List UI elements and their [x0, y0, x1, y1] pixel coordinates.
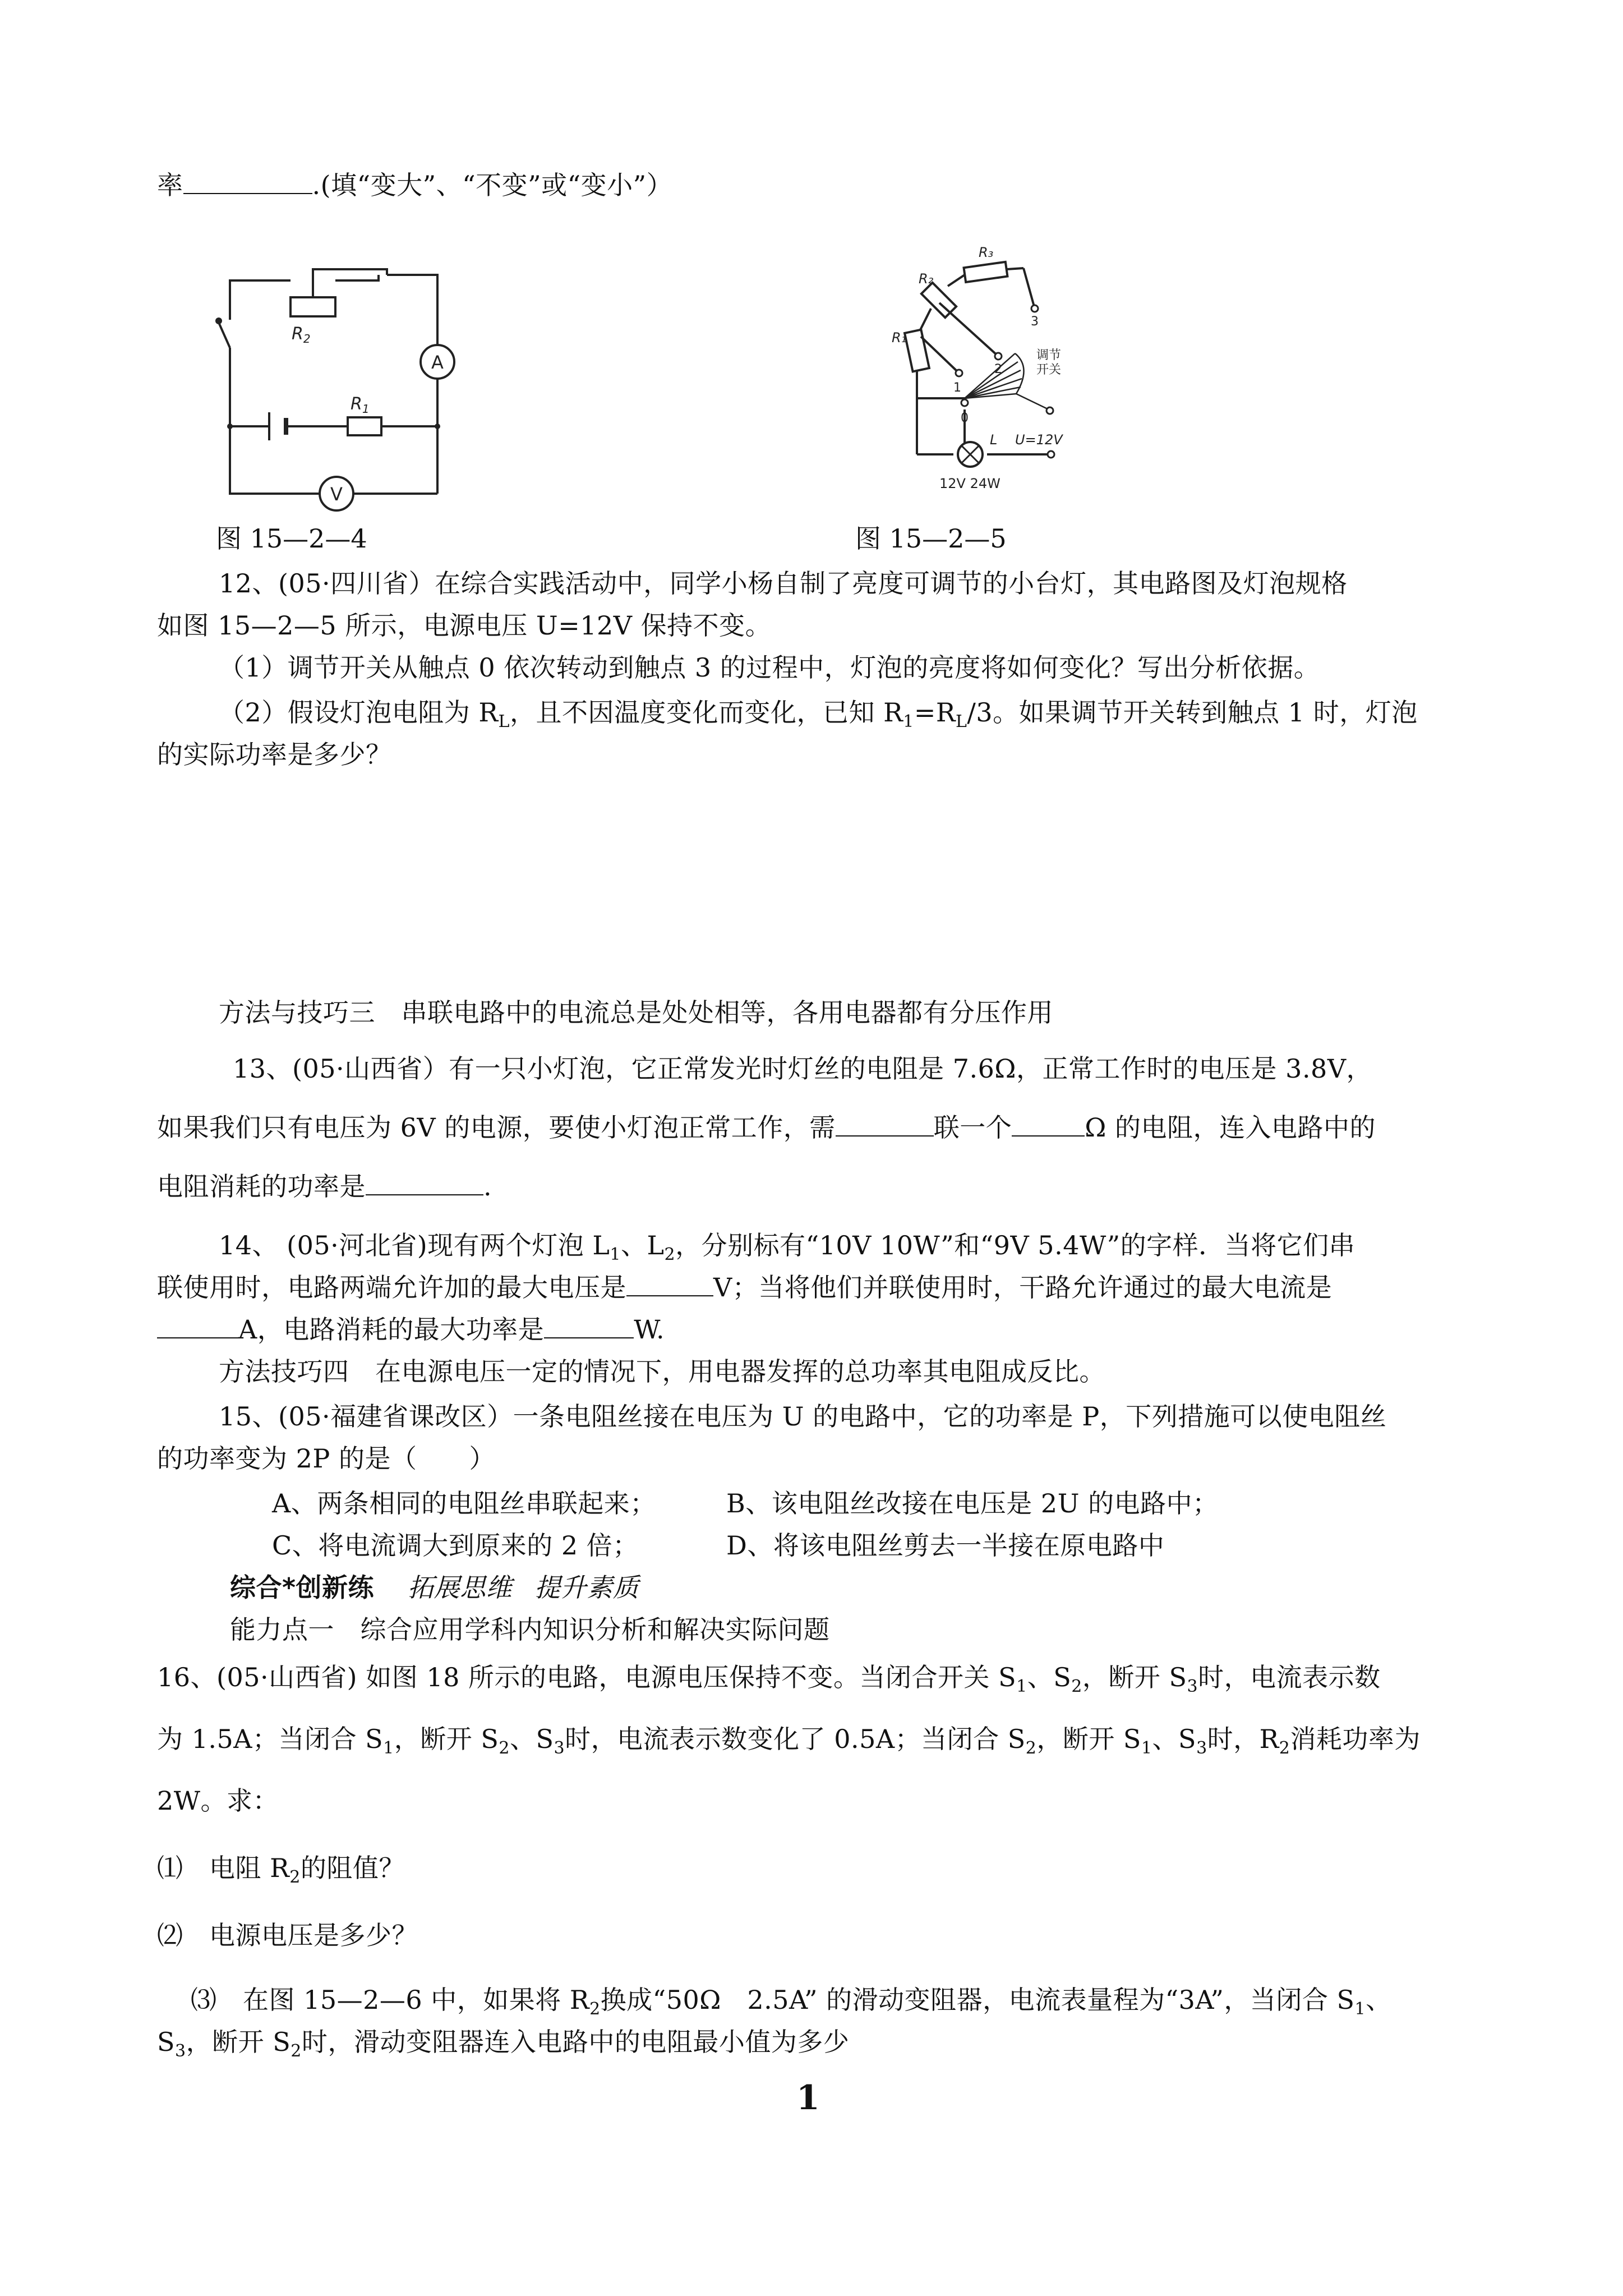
option-a: A、两条相同的电阻丝串联起来； — [272, 1488, 656, 1519]
question-16-sub-3: ⑶ 在图 15—2—6 中，如果将 $R_2$换成“50Ω 2.5A” 的滑动变阻器，电流表量程为“3A”，当闭合 $S_1$、 — [191, 1985, 1392, 2019]
answer-blank[interactable] — [544, 1314, 634, 1338]
question-16-line-2: 为 1.5A；当闭合 $S_1$，断开 $S_2$、$S_3$时，电流表示数变化了 0.5A；当闭合 $S_2$，断开 $S_1$、$S_3$时，$R_2$消耗功率为 — [157, 1724, 1421, 1759]
ability-point-1: 能力点一 综合应用学科内知识分析和解决实际问题 — [230, 1614, 830, 1645]
svg-text:开关: 开关 — [1036, 363, 1062, 377]
question-16-sub-1: ⑴ 电阻 $R_2$的阻值？ — [157, 1853, 405, 1888]
svg-text:2: 2 — [994, 362, 1002, 376]
svg-text:R₁: R₁ — [892, 330, 907, 346]
question-13-line-3: 电阻消耗的功率是 . — [157, 1171, 492, 1202]
question-15-line-1: 15、(05·福建省课改区）一条电阻丝接在电压为 U 的电路中，它的功率是 P，下列措施可以使电阻丝 — [219, 1401, 1387, 1432]
svg-text:R2: $R_2$ — [292, 324, 311, 346]
option-c: C、将电流调大到原来的 2 倍； — [272, 1530, 639, 1561]
svg-text:R1: $R_1$ — [351, 394, 370, 416]
option-b: B、该电阻丝改接在电压是 2U 的电路中； — [726, 1488, 1219, 1519]
question-16-sub-2: ⑵ 电源电压是多少？ — [157, 1920, 418, 1950]
page-number: 1 — [796, 2078, 820, 2118]
answer-blank[interactable] — [1012, 1112, 1085, 1137]
question-12-part-2-cont: 的实际功率是多少？ — [157, 739, 392, 770]
figure-caption-15-2-4: 图 15—2—4 — [216, 523, 367, 554]
circuit-figure-15-2-4 — [213, 258, 460, 516]
q11-tail: 率 .(填“变大”、“不变”或“变小”） — [157, 170, 673, 200]
question-16-sub-3-cont: $S_3$，断开 $S_2$时，滑动变阻器连入电路中的电阻最小值为多少 — [157, 2027, 850, 2062]
question-14-line-2: 联使用时，电路两端允许加的最大电压是 V；当将他们并联使用时，干路允许通过的最大电流是 — [157, 1272, 1332, 1303]
svg-text:调节: 调节 — [1036, 348, 1062, 362]
question-14-line-3: A，电路消耗的最大功率是 W. — [157, 1313, 665, 1346]
method-4-heading: 方法技巧四 在电源电压一定的情况下，用电器发挥的总功率其电阻成反比。 — [219, 1356, 1105, 1387]
svg-text:12V 24W: 12V 24W — [939, 476, 1000, 491]
svg-text:R₃: R₃ — [979, 245, 994, 260]
option-d: D、将该电阻丝剪去一半接在原电路中 — [726, 1530, 1165, 1561]
question-15-line-2: 的功率变为 2P 的是（ ） — [157, 1443, 495, 1474]
answer-blank[interactable] — [626, 1272, 713, 1296]
circuit-figure-15-2-5 — [886, 224, 1144, 516]
question-12-part-1: （1）调节开关从触点 0 依次转动到触点 3 的过程中，灯泡的亮度将如何变化？写出分析依据。 — [219, 652, 1320, 683]
question-12-line-2: 如图 15—2—5 所示，电源电压 U=12V 保持不变。 — [157, 610, 772, 641]
question-13-line-1: 13、(05·山西省）有一只小灯泡，它正常发光时灯丝的电阻是 7.6Ω，正常工作时的电压是 3.8V， — [233, 1053, 1373, 1084]
question-16-line-3: 2W。求： — [157, 1786, 279, 1816]
svg-text:U=12V: U=12V — [1015, 432, 1063, 448]
method-3-heading: 方法与技巧三 串联电路中的电流总是处处相等，各用电器都有分压作用 — [219, 997, 1053, 1028]
question-13-line-2: 如果我们只有电压为 6V 的电源，要使小灯泡正常工作，需 联一个 Ω 的电阻，连入电路中的 — [157, 1112, 1376, 1143]
svg-text:1: 1 — [953, 381, 961, 395]
answer-blank[interactable] — [183, 169, 312, 194]
svg-text:V: V — [330, 484, 343, 505]
figure-caption-15-2-5: 图 15—2—5 — [855, 523, 1007, 554]
svg-text:L: L — [990, 432, 998, 448]
answer-blank[interactable] — [366, 1171, 483, 1195]
question-12-part-2: （2）假设灯泡电阻为 $R_L$，且不因温度变化而变化，已知 $R_1=R_L/3$。如果调节开关转到触点 1 时，灯泡 — [219, 697, 1418, 732]
svg-text:3: 3 — [1031, 315, 1039, 329]
svg-text:R₂: R₂ — [919, 271, 934, 287]
answer-blank[interactable] — [836, 1112, 934, 1137]
question-14-line-1: 14、 (05·河北省)现有两个灯泡 $L_1$、$L_2$，分别标有“10V 10W”和“9V 5.4W”的字样．当将它们串 — [219, 1230, 1355, 1265]
question-16-line-1: 16、(05·山西省) 如图 18 所示的电路，电源电压保持不变。当闭合开关 $S_1$、$S_2$，断开 $S_3$时，电流表示数 — [157, 1662, 1381, 1697]
svg-text:0: 0 — [961, 411, 969, 425]
question-12-line-1: 12、(05·四川省）在综合实践活动中，同学小杨自制了亮度可调节的小台灯，其电路图及灯泡规格 — [219, 568, 1348, 599]
section-heading: 综合*创新练 拓展思维 提升素质 — [230, 1572, 639, 1603]
svg-text:A: A — [431, 352, 444, 373]
answer-blank[interactable] — [157, 1314, 238, 1338]
